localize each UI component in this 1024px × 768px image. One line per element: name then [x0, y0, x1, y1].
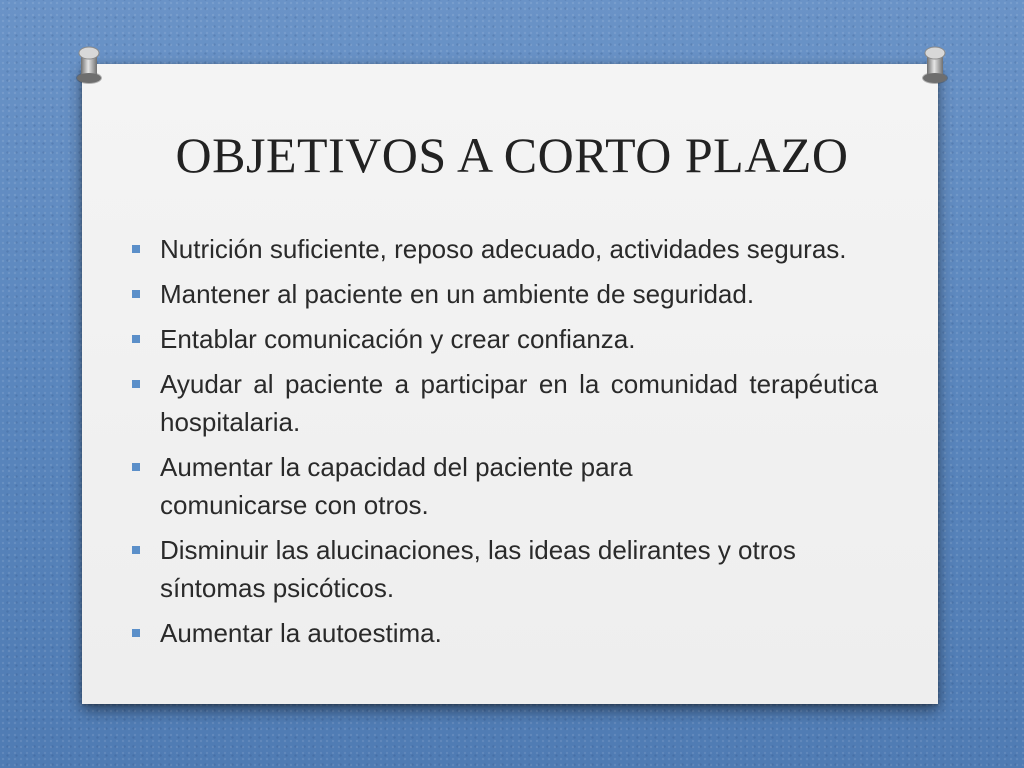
slide-title: OBJETIVOS A CORTO PLAZO — [175, 127, 849, 183]
bullet-item — [128, 448, 740, 524]
square-bullet-icon — [132, 290, 140, 298]
square-bullet-icon — [132, 546, 140, 554]
bullet-item — [128, 275, 878, 313]
square-bullet-icon — [132, 629, 140, 637]
bullet-item — [128, 614, 878, 652]
pushpin-left-icon — [72, 42, 106, 88]
bullet-text: Aumentar la autoestima. — [160, 618, 442, 648]
bullet-text: Nutrición suficiente, reposo adecuado, actividades seguras. — [160, 234, 847, 264]
bullet-text: Aumentar la capacidad del paciente para comunicarse con otros. — [160, 452, 633, 520]
pushpin-right-icon — [918, 42, 952, 88]
bullet-item — [128, 365, 878, 441]
bullet-item — [128, 531, 850, 607]
bullet-text: Ayudar al paciente a participar en la comunidad terapéutica hospitalaria. — [160, 369, 878, 437]
bullet-item — [128, 320, 878, 358]
bullet-text: Disminuir las alucinaciones, las ideas delirantes y otros síntomas psicóticos. — [160, 535, 796, 603]
square-bullet-icon — [132, 380, 140, 388]
bullet-item — [128, 230, 878, 268]
bullet-text: Mantener al paciente en un ambiente de seguridad. — [160, 279, 755, 309]
square-bullet-icon — [132, 335, 140, 343]
bullet-list — [128, 230, 878, 659]
bullet-text: Entablar comunicación y crear confianza. — [160, 324, 636, 354]
square-bullet-icon — [132, 463, 140, 471]
square-bullet-icon — [132, 245, 140, 253]
